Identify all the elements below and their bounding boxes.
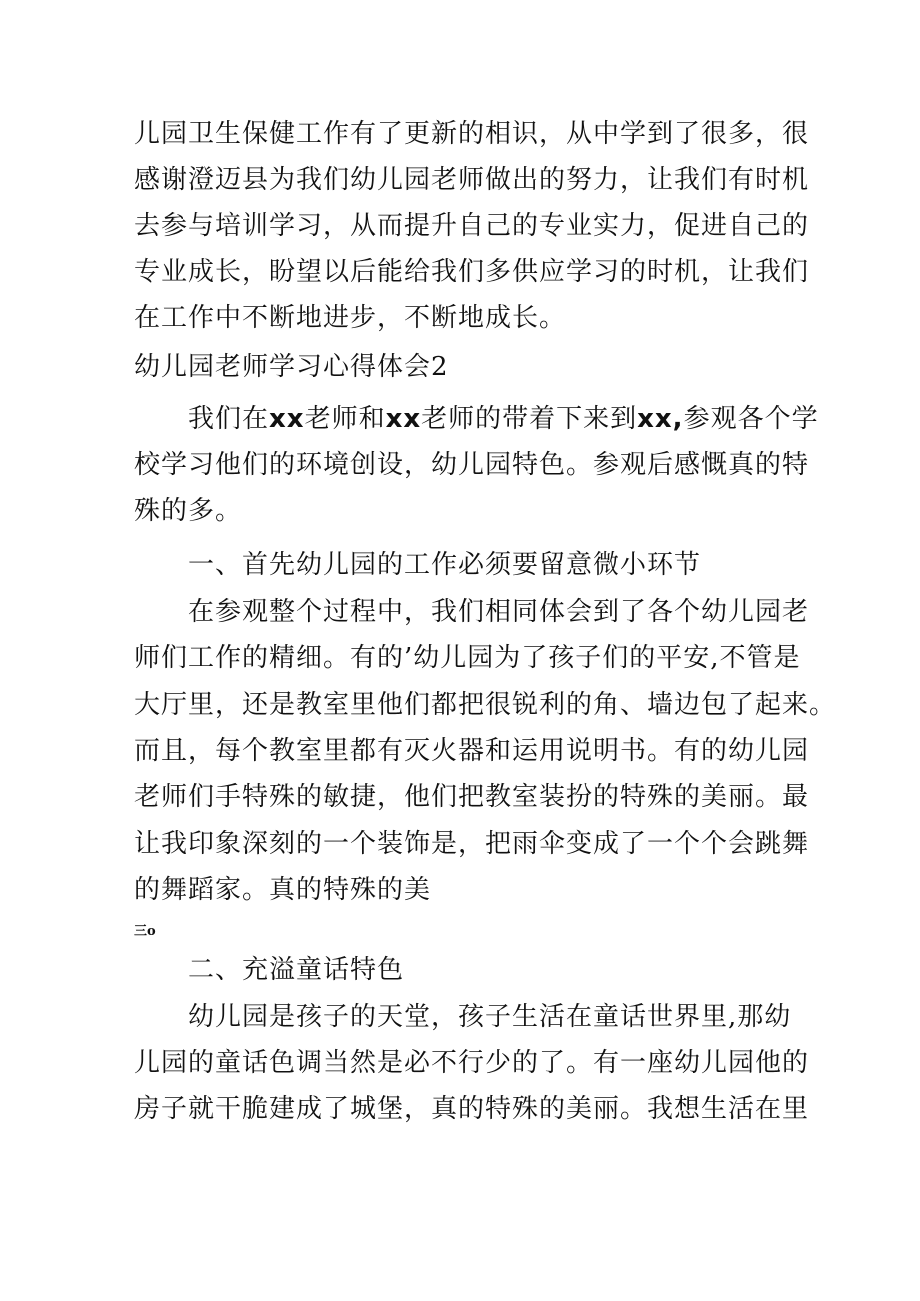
para1-line-3: 殊的多。 [134,496,243,526]
para2-line-4: 而且，每个教室里都有灭火器和运用说明书。有的幼儿园 [134,736,810,766]
para1-text-a: 我们在 [188,404,270,434]
para2-line-3: 大厅里，还是教室里他们都把很锐利的角、墙边包了起来。 [134,690,837,720]
para1-placeholder-3: xx, [637,404,684,434]
para3-line-3: 房子就干脆建成了城堡，真的特殊的美丽。我想生活在里 [134,1094,810,1124]
para1-text-c: 老师和 [304,404,386,434]
heading-2: 二、充溢童话特色 [188,955,405,985]
heading-1: 一、首先幼儿园的工作必须要留意微小环节 [188,550,702,580]
para1-text-g: 参观各个学 [683,404,819,434]
para1-line-1 [188,404,819,434]
para2-line-5: 老师们手特殊的敏捷，他们把教室装扮的特殊的美丽。最 [134,782,810,812]
para1-text-e: 老师的带着下来到 [421,404,638,434]
para3-line-2: 儿园的童话色调当然是必不行少的了。有一座幼儿园他的 [134,1048,810,1078]
para2-line-7: 的舞蹈家。真的特殊的美 [134,875,432,905]
intro-line-3: 去参与培训学习，从而提升自己的专业实力，促进自己的 [134,211,810,241]
para2-line-2: 师们工作的精细。有的’幼儿园为了孩子们的平安,不管是 [134,643,801,673]
intro-line-4: 专业成长，盼望以后能给我们多供应学习的时机，让我们 [134,257,810,287]
para2-line-1: 在参观整个过程中，我们相同体会到了各个幼儿园老 [188,597,810,627]
para2-line-6: 让我印象深刻的一个装饰是，把雨伞变成了一个个会跳舞 [134,829,810,859]
intro-line-1: 儿园卫生保健工作有了更新的相识，从中学到了很多，很 [134,119,810,149]
para1-placeholder-1: xx [269,404,305,434]
intro-line-2: 感谢澄迈县为我们幼儿园老师做出的努力，让我们有时机 [134,165,810,195]
intro-line-5: 在工作中不断地进步，不断地成长。 [134,303,567,333]
para1-placeholder-2: xx [385,404,422,434]
para1-line-2: 校学习他们的环境创设，幼儿园特色。参观后感慨真的特 [134,450,810,480]
orphan-text: 三o [134,924,156,939]
para3-line-1: 幼儿园是孩子的天堂，孩子生活在童话世界里,那幼 [188,1002,792,1032]
section-title: 幼儿园老师学习心得体会2 [134,352,449,382]
